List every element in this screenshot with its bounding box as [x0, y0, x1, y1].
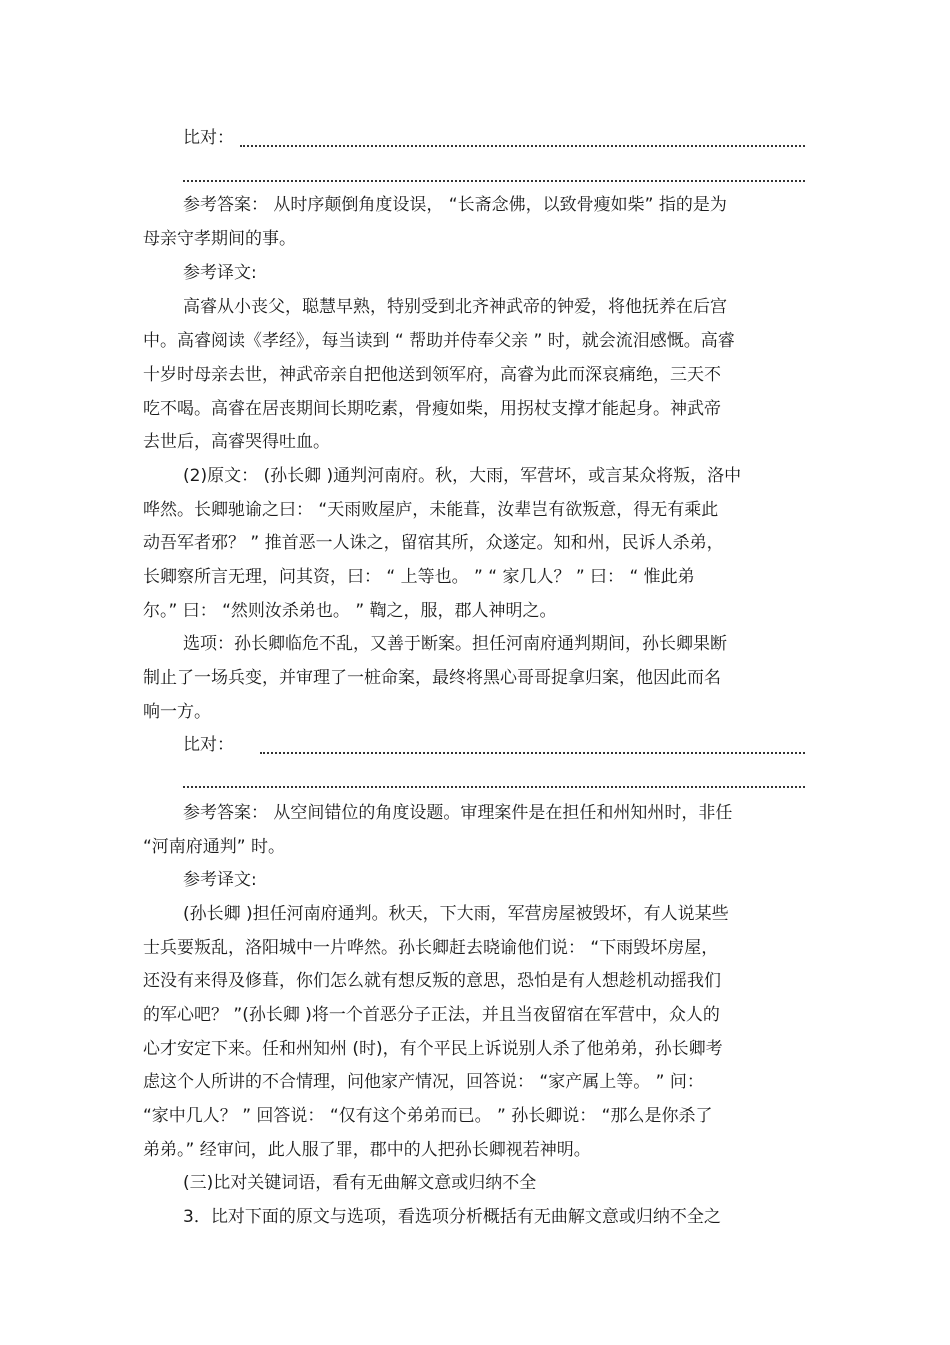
translation-heading-2: 参考译文:	[183, 870, 257, 890]
translation-2-line-3: 还没有来得及修葺，你们怎么就有想反叛的意思，恐怕是有人想趁机动摇我们	[143, 971, 721, 991]
translation-2-line-4: 的军心吧？ ”(孙长卿 )将一个首恶分子正法，并且当夜留宿在军营中，众人的	[143, 1005, 720, 1025]
translation-1-line-3: 十岁时母亲去世，神武帝亲自把他送到领军府，高睿为此而深哀痛绝，三天不	[143, 365, 721, 385]
answer-blank-line-2b	[183, 786, 805, 788]
original-2-line-2: 哗然。长卿驰谕之曰： “天雨败屋庐，未能葺，汝辈岂有欲叛意，得无有乘此	[143, 500, 719, 520]
answer-blank-line-1a	[240, 145, 805, 147]
answer-blank-line-1b	[183, 180, 805, 182]
reference-answer-1-cont: 母亲守孝期间的事。	[143, 229, 296, 249]
original-2-line-5: 尔。” 曰： “然则汝杀弟也。 ” 鞫之，服，郡人神明之。	[143, 601, 557, 621]
reference-answer-2: 参考答案： 从空间错位的角度设题。审理案件是在担任和州知州时，非任	[183, 803, 733, 823]
original-2-line-1: (2)原文： (孙长卿 )通判河南府。秋，大雨，军营坏，或言某众将叛，洛中	[183, 466, 742, 486]
compare-label-2: 比对：	[183, 735, 234, 755]
option-2-line-1: 选项：孙长卿临危不乱，又善于断案。担任河南府通判期间，孙长卿果断	[183, 634, 727, 654]
reference-answer-2-cont: “河南府通判” 时。	[143, 837, 286, 857]
translation-2-line-5: 心才安定下来。任和州知州 (时)，有个平民上诉说别人杀了他弟弟，孙长卿考	[143, 1039, 723, 1059]
translation-2-line-1: (孙长卿 )担任河南府通判。秋天，下大雨，军营房屋被毁坏，有人说某些	[183, 904, 729, 924]
translation-2-line-7: “家中几人？ ” 回答说： “仅有这个弟弟而已。 ” 孙长卿说： “那么是你杀了	[143, 1106, 713, 1126]
translation-2-line-8: 弟弟。” 经审问，此人服了罪，郡中的人把孙长卿视若神明。	[143, 1140, 591, 1160]
translation-1-line-5: 去世后，高睿哭得吐血。	[143, 432, 330, 452]
section-heading-3: (三)比对关键词语，看有无曲解文意或归纳不全	[183, 1173, 537, 1193]
translation-1-line-1: 高睿从小丧父，聪慧早熟，特别受到北齐神武帝的钟爱，将他抚养在后宫	[183, 297, 727, 317]
reference-answer-1: 参考答案： 从时序颠倒角度设误， “长斋念佛，以致骨瘦如柴” 指的是为	[183, 195, 727, 215]
compare-label-1: 比对：	[183, 128, 234, 148]
answer-blank-line-2a	[260, 752, 805, 754]
option-2-line-2: 制止了一场兵变，并审理了一桩命案，最终将黑心哥哥捉拿归案，他因此而名	[143, 668, 721, 688]
original-2-line-4: 长卿察所言无理，问其资，曰： “ 上等也。 ” “ 家几人？ ” 曰： “ 惟此弟	[143, 567, 695, 587]
translation-2-line-6: 虑这个人所讲的不合情理，问他家产情况，回答说： “家产属上等。 ” 问：	[143, 1072, 704, 1092]
original-2-line-3: 动吾军者邪？ ” 推首恶一人诛之，留宿其所，众遂定。知和州，民诉人杀弟，	[143, 533, 724, 553]
translation-2-line-2: 士兵要叛乱，洛阳城中一片哗然。孙长卿赶去晓谕他们说： “下雨毁坏房屋，	[143, 938, 719, 958]
translation-1-line-4: 吃不喝。高睿在居丧期间长期吃素，骨瘦如柴，用拐杖支撑才能起身。神武帝	[143, 399, 721, 419]
translation-heading-1: 参考译文:	[183, 263, 257, 283]
question-3: 3．比对下面的原文与选项，看选项分析概括有无曲解文意或归纳不全之	[183, 1207, 721, 1227]
translation-1-line-2: 中。高睿阅读《孝经》，每当读到 “ 帮助并侍奉父亲 ” 时，就会流泪感慨。高睿	[143, 331, 735, 351]
option-2-line-3: 响一方。	[143, 702, 211, 722]
